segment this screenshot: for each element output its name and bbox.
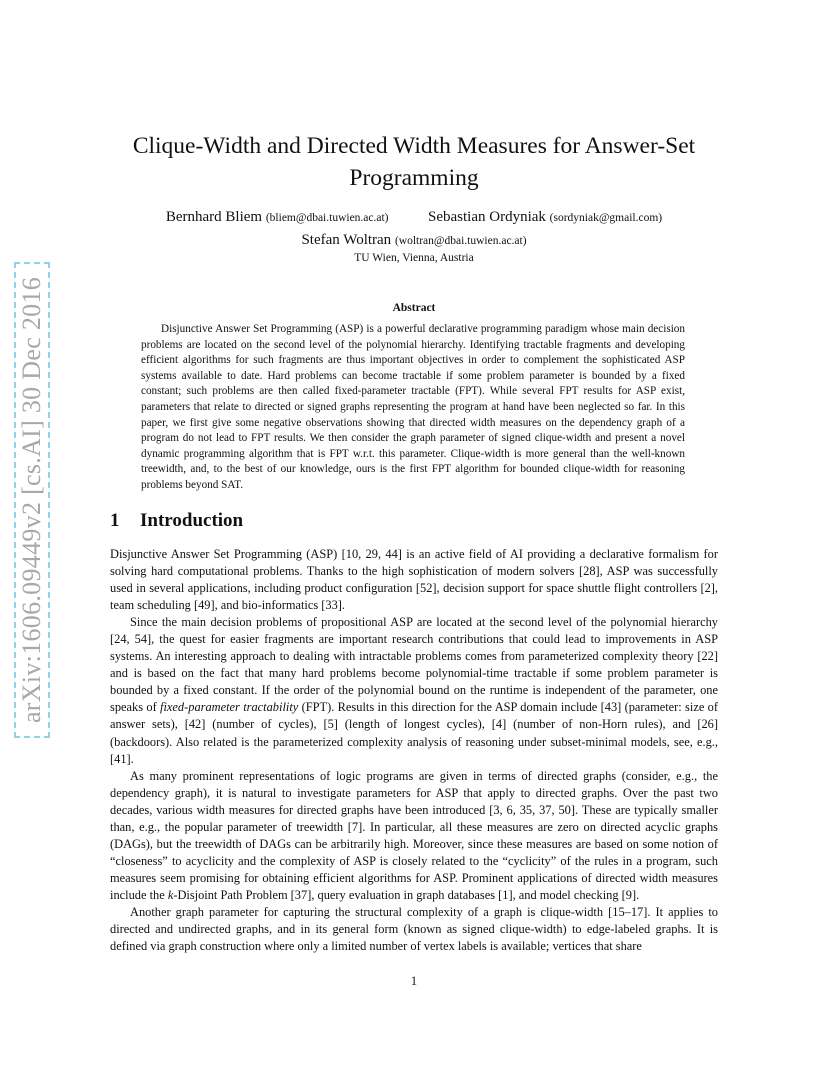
- author-list: [100, 206, 728, 252]
- author-email: (woltran@dbai.tuwien.ac.at): [394, 235, 527, 247]
- paragraph-text: As many prominent representations of logic programs are given in terms of directed graphs (consider, e.g., the dependency graph), it is natural to investigate parameters for ASP that apply to directed graphs. Over the past two decades, various width measures for directed graphs have been introduced [3, 6, 35, 37, 50]. These are typically smaller than, e.g., the popular parameter of treewidth [7]. In particular, all these measures are zero on directed acyclic graphs (DAGs), but the treewidth of DAGs can be arbitrarily high. Moreover, since these measures are based on some notion of “closeness” to acyclicity and the complexity of ASP is closely related to the “cyclicity” of the rules in a program, such measures seem promising for obtaining efficient algorithms for ASP. Prominent applications of directed width measures include the: [110, 768, 718, 902]
- body-text: [110, 546, 718, 955]
- author-row-2: [100, 229, 728, 252]
- paragraph: Disjunctive Answer Set Programming (ASP) [10, 29, 44] is an active field of AI providing a declarative formalism for solving hard computational problems. Thanks to the high sophistication of modern solvers [28], ASP was successfully used in several applications, including product configuration [52], decision support for space shuttle flight controllers [2], team scheduling [49], and bio-informatics [33].: [110, 547, 718, 613]
- abstract-heading: Abstract: [392, 302, 436, 314]
- arxiv-stamp: [14, 262, 50, 738]
- math-variable: k: [167, 887, 174, 902]
- abstract-text: Disjunctive Answer Set Programming (ASP) is a powerful declarative programming paradigm whose main decision problems are located on the second level of the polynomial hierarchy. Identifying tractable fragments and developing efficient algorithms for such fragments are thus important objectives in order to complement the sophisticated ASP systems available to date. Hard problems can become tractable if some problem parameter is bounded by a fixed constant; such problems are then called fixed-parameter tractable (FPT). While several FPT results for ASP exist, parameters that relate to directed or signed graphs representing the program at hand have been neglected so far. In this paper, we first give some negative observations showing that directed width measures on the dependency graph of a program do not lead to FPT results. We then consider the graph parameter of signed clique-width and present a novel dynamic programming algorithm that is FPT w.r.t. this parameter. Clique-width is more general than the well-known treewidth, and, to the best of our knowledge, ours is the first FPT algorithm for bounded clique-width for reasoning problems beyond SAT.: [141, 323, 685, 491]
- title-line-2: Programming: [349, 165, 479, 191]
- affiliation: TU Wien, Vienna, Austria: [354, 252, 474, 264]
- author-row-1: [100, 206, 728, 229]
- author-email: (sordyniak@gmail.com): [549, 212, 663, 224]
- paragraph-text: -Disjoint Path Problem [37], query evaluation in graph databases [1], and model checking [9].: [173, 887, 640, 902]
- paragraph: Another graph parameter for capturing the structural complexity of a graph is clique-width [15–17]. It applies to directed and undirected graphs, and in its general form (known as signed clique-width) to edge-labeled graphs. It is defined via graph construction where only a limited number of vertex labels is available; vertices that share: [110, 904, 718, 954]
- title-line-1: Clique-Width and Directed Width Measures for Answer-Set: [132, 133, 696, 159]
- page-number: 1: [410, 974, 418, 988]
- section-title: Introduction: [140, 510, 244, 531]
- author-email: (bliem@dbai.tuwien.ac.at): [265, 212, 389, 224]
- paragraph: [110, 768, 718, 904]
- section-number: 1: [110, 510, 120, 531]
- section-heading: [110, 510, 243, 532]
- author-name: Stefan Woltran: [301, 232, 392, 248]
- author-name: Bernhard Bliem: [165, 209, 263, 225]
- paragraph-text: Since the main decision problems of propositional ASP are located at the second level of the polynomial hierarchy [24, 54], the quest for easier fragments are important research contributions that could lead to improvements in ASP systems. An interesting approach to dealing with intractable problems comes from parameterized complexity theory [22] and is based on the fact that many hard problems become polynomial-time tractable if some problem parameter is bounded by a fixed constant. If the order of the polynomial bound on the runtime is independent of the parameter, one speaks of: [110, 615, 718, 715]
- arxiv-identifier: arXiv:1606.09449v2 [cs.AI] 30 Dec 2016: [17, 276, 46, 724]
- emphasis-text: fixed-parameter tractability: [160, 700, 299, 715]
- paper-title: [100, 130, 728, 194]
- paragraph: [110, 614, 718, 767]
- author-name: Sebastian Ordyniak: [428, 209, 546, 225]
- paragraph-text: (FPT). Results in this direction for the ASP domain include [43] (parameter: size of answer sets), [42] (number of cycles), [5] (length of longest cycles), [4] (number of non-Horn rules), and [26] (backdoors). Also related is the parameterized complexity analysis of reasoning under subset-minimal models, see, e.g., [41].: [110, 700, 718, 766]
